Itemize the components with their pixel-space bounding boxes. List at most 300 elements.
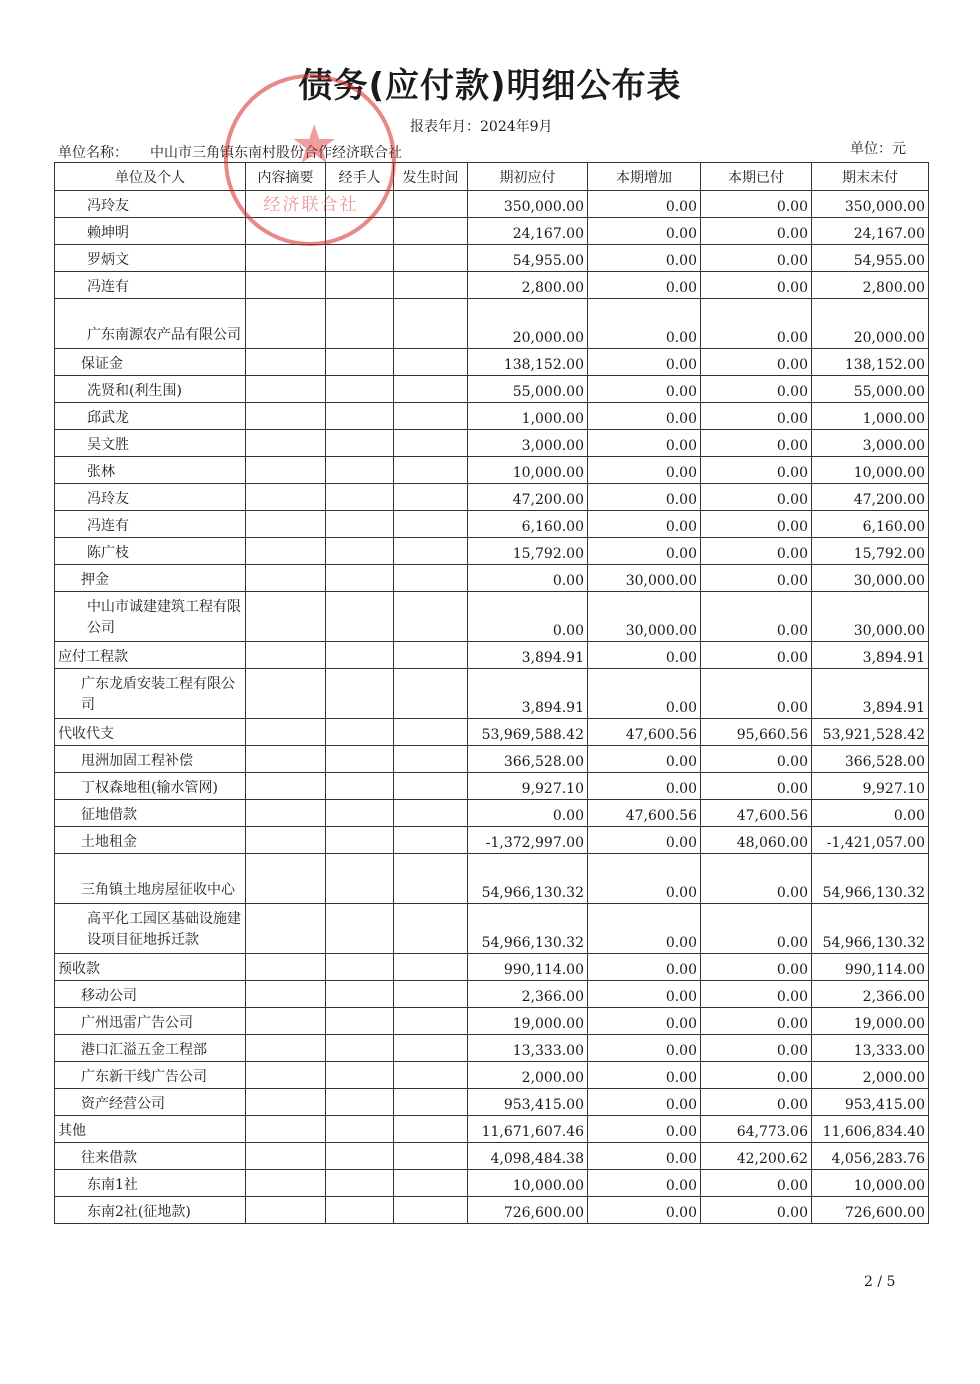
closing-balance-cell: 13,333.00: [812, 1035, 929, 1062]
increase-cell: 0.00: [588, 403, 701, 430]
increase-cell: 0.00: [588, 981, 701, 1008]
date-cell: [394, 538, 468, 565]
summary-cell: [246, 719, 326, 746]
row-entity-name: 广东新干线广告公司: [55, 1062, 246, 1089]
seal-text: 经济联合社: [263, 195, 359, 215]
opening-balance-cell: -1,372,997.00: [468, 827, 588, 854]
table-row: [55, 376, 929, 403]
date-cell: [394, 1116, 468, 1143]
closing-balance-cell: 20,000.00: [812, 299, 929, 349]
date-cell: [394, 827, 468, 854]
table-row: [55, 299, 929, 349]
summary-cell: [246, 592, 326, 642]
opening-balance-cell: 19,000.00: [468, 1008, 588, 1035]
paid-cell: 64,773.06: [701, 1116, 812, 1143]
handler-cell: [326, 642, 394, 669]
opening-balance-cell: 350,000.00: [468, 191, 588, 218]
closing-balance-cell: 366,528.00: [812, 746, 929, 773]
closing-balance-cell: 54,966,130.32: [812, 854, 929, 904]
increase-cell: 0.00: [588, 430, 701, 457]
summary-cell: [246, 746, 326, 773]
row-entity-name: 应付工程款: [55, 642, 246, 669]
row-entity-name: 港口汇溢五金工程部: [55, 1035, 246, 1062]
debt-detail-table: [54, 162, 929, 1224]
increase-cell: 0.00: [588, 746, 701, 773]
handler-cell: [326, 272, 394, 299]
increase-cell: 0.00: [588, 642, 701, 669]
paid-cell: 0.00: [701, 538, 812, 565]
org-label: 单位名称：: [58, 145, 128, 161]
row-entity-name: 土地租金: [55, 827, 246, 854]
table-row: [55, 218, 929, 245]
row-entity-name: 其他: [55, 1116, 246, 1143]
closing-balance-cell: 47,200.00: [812, 484, 929, 511]
table-row: [55, 800, 929, 827]
closing-balance-cell: 726,600.00: [812, 1197, 929, 1224]
opening-balance-cell: 138,152.00: [468, 349, 588, 376]
table-row: [55, 1197, 929, 1224]
closing-balance-cell: 2,366.00: [812, 981, 929, 1008]
paid-cell: 95,660.56: [701, 719, 812, 746]
opening-balance-cell: 726,600.00: [468, 1197, 588, 1224]
page-number: 2 / 5: [864, 1274, 896, 1290]
closing-balance-cell: 53,921,528.42: [812, 719, 929, 746]
row-entity-name: 东南2社(征地款): [55, 1197, 246, 1224]
handler-cell: [326, 592, 394, 642]
summary-cell: [246, 403, 326, 430]
paid-cell: 0.00: [701, 484, 812, 511]
date-cell: [394, 1170, 468, 1197]
increase-cell: 0.00: [588, 191, 701, 218]
table-row: [55, 457, 929, 484]
handler-cell: [326, 299, 394, 349]
closing-balance-cell: 0.00: [812, 800, 929, 827]
table-row: [55, 746, 929, 773]
table-row: [55, 827, 929, 854]
date-cell: [394, 981, 468, 1008]
currency-unit: 单位：元: [850, 141, 906, 157]
increase-cell: 0.00: [588, 827, 701, 854]
summary-cell: [246, 538, 326, 565]
increase-cell: 0.00: [588, 538, 701, 565]
summary-cell: [246, 1170, 326, 1197]
date-cell: [394, 1062, 468, 1089]
opening-balance-cell: 366,528.00: [468, 746, 588, 773]
table-row: [55, 1035, 929, 1062]
date-cell: [394, 854, 468, 904]
date-cell: [394, 904, 468, 954]
opening-balance-cell: 53,969,588.42: [468, 719, 588, 746]
paid-cell: 0.00: [701, 981, 812, 1008]
paid-cell: 0.00: [701, 1197, 812, 1224]
opening-balance-cell: 24,167.00: [468, 218, 588, 245]
col-header-paid: 本期已付: [701, 163, 812, 191]
paid-cell: 0.00: [701, 1062, 812, 1089]
col-header-handler: 经手人: [326, 163, 394, 191]
handler-cell: [326, 1170, 394, 1197]
handler-cell: [326, 854, 394, 904]
summary-cell: [246, 669, 326, 719]
table-row: [55, 349, 929, 376]
paid-cell: 0.00: [701, 1008, 812, 1035]
summary-cell: [246, 1008, 326, 1035]
row-entity-name: 陈广枝: [55, 538, 246, 565]
paid-cell: 0.00: [701, 669, 812, 719]
date-cell: [394, 484, 468, 511]
handler-cell: [326, 954, 394, 981]
table-row: [55, 403, 929, 430]
paid-cell: 0.00: [701, 299, 812, 349]
increase-cell: 0.00: [588, 299, 701, 349]
date-cell: [394, 1143, 468, 1170]
row-entity-name: 三角镇土地房屋征收中心: [55, 854, 246, 904]
report-period: 报表年月：2024年9月: [410, 119, 553, 135]
handler-cell: [326, 218, 394, 245]
summary-cell: [246, 299, 326, 349]
col-header-opening: 期初应付: [468, 163, 588, 191]
handler-cell: [326, 1116, 394, 1143]
table-row: [55, 430, 929, 457]
row-entity-name: 征地借款: [55, 800, 246, 827]
paid-cell: 0.00: [701, 457, 812, 484]
handler-cell: [326, 1062, 394, 1089]
date-cell: [394, 299, 468, 349]
col-header-summary: 内容摘要: [246, 163, 326, 191]
table-row: [55, 592, 929, 642]
closing-balance-cell: 953,415.00: [812, 1089, 929, 1116]
handler-cell: [326, 773, 394, 800]
summary-cell: [246, 773, 326, 800]
date-cell: [394, 592, 468, 642]
closing-balance-cell: 30,000.00: [812, 565, 929, 592]
handler-cell: [326, 719, 394, 746]
closing-balance-cell: 24,167.00: [812, 218, 929, 245]
table-row: [55, 245, 929, 272]
opening-balance-cell: 1,000.00: [468, 403, 588, 430]
paid-cell: 0.00: [701, 773, 812, 800]
handler-cell: [326, 565, 394, 592]
closing-balance-cell: 10,000.00: [812, 1170, 929, 1197]
paid-cell: 0.00: [701, 403, 812, 430]
closing-balance-cell: 9,927.10: [812, 773, 929, 800]
paid-cell: 42,200.62: [701, 1143, 812, 1170]
increase-cell: 0.00: [588, 484, 701, 511]
handler-cell: [326, 191, 394, 218]
col-header-closing: 期末未付: [812, 163, 929, 191]
seal-star-icon: ★: [290, 113, 339, 176]
handler-cell: [326, 538, 394, 565]
date-cell: [394, 376, 468, 403]
table-row: [55, 272, 929, 299]
table-row: [55, 719, 929, 746]
date-cell: [394, 565, 468, 592]
table-row: [55, 1062, 929, 1089]
table-row: [55, 954, 929, 981]
handler-cell: [326, 669, 394, 719]
paid-cell: 0.00: [701, 854, 812, 904]
increase-cell: 0.00: [588, 1008, 701, 1035]
paid-cell: 0.00: [701, 592, 812, 642]
increase-cell: 0.00: [588, 669, 701, 719]
closing-balance-cell: 1,000.00: [812, 403, 929, 430]
handler-cell: [326, 376, 394, 403]
increase-cell: 47,600.56: [588, 800, 701, 827]
summary-cell: [246, 376, 326, 403]
date-cell: [394, 954, 468, 981]
row-entity-name: 丁权森地租(输水管网): [55, 773, 246, 800]
paid-cell: 47,600.56: [701, 800, 812, 827]
opening-balance-cell: 3,000.00: [468, 430, 588, 457]
date-cell: [394, 1035, 468, 1062]
handler-cell: [326, 430, 394, 457]
paid-cell: 0.00: [701, 1170, 812, 1197]
row-entity-name: 张林: [55, 457, 246, 484]
closing-balance-cell: 138,152.00: [812, 349, 929, 376]
increase-cell: 0.00: [588, 511, 701, 538]
closing-balance-cell: 2,000.00: [812, 1062, 929, 1089]
date-cell: [394, 191, 468, 218]
table-row: [55, 773, 929, 800]
summary-cell: [246, 1116, 326, 1143]
closing-balance-cell: 4,056,283.76: [812, 1143, 929, 1170]
date-cell: [394, 218, 468, 245]
summary-cell: [246, 1062, 326, 1089]
handler-cell: [326, 1008, 394, 1035]
paid-cell: 0.00: [701, 1089, 812, 1116]
opening-balance-cell: 47,200.00: [468, 484, 588, 511]
closing-balance-cell: 55,000.00: [812, 376, 929, 403]
increase-cell: 0.00: [588, 218, 701, 245]
summary-cell: [246, 904, 326, 954]
closing-balance-cell: -1,421,057.00: [812, 827, 929, 854]
paid-cell: 0.00: [701, 349, 812, 376]
increase-cell: 0.00: [588, 1170, 701, 1197]
table-header-row: [55, 163, 929, 191]
opening-balance-cell: 3,894.91: [468, 642, 588, 669]
opening-balance-cell: 13,333.00: [468, 1035, 588, 1062]
row-entity-name: 甩洲加固工程补偿: [55, 746, 246, 773]
summary-cell: [246, 484, 326, 511]
date-cell: [394, 245, 468, 272]
paid-cell: 0.00: [701, 245, 812, 272]
table-body: [55, 191, 929, 1224]
increase-cell: 0.00: [588, 245, 701, 272]
increase-cell: 0.00: [588, 854, 701, 904]
increase-cell: 0.00: [588, 1035, 701, 1062]
opening-balance-cell: 0.00: [468, 565, 588, 592]
paid-cell: 48,060.00: [701, 827, 812, 854]
table-row: [55, 191, 929, 218]
opening-balance-cell: 953,415.00: [468, 1089, 588, 1116]
closing-balance-cell: 10,000.00: [812, 457, 929, 484]
opening-balance-cell: 54,966,130.32: [468, 854, 588, 904]
row-entity-name: 广东龙盾安装工程有限公司: [55, 669, 246, 719]
opening-balance-cell: 2,366.00: [468, 981, 588, 1008]
row-entity-name: 冯玲友: [55, 191, 246, 218]
handler-cell: [326, 1197, 394, 1224]
closing-balance-cell: 54,955.00: [812, 245, 929, 272]
handler-cell: [326, 245, 394, 272]
date-cell: [394, 403, 468, 430]
summary-cell: [246, 191, 326, 218]
increase-cell: 0.00: [588, 457, 701, 484]
handler-cell: [326, 349, 394, 376]
row-entity-name: 广东南源农产品有限公司: [55, 299, 246, 349]
opening-balance-cell: 990,114.00: [468, 954, 588, 981]
table-row: [55, 1170, 929, 1197]
date-cell: [394, 800, 468, 827]
col-header-entity: 单位及个人: [55, 163, 246, 191]
row-entity-name: 东南1社: [55, 1170, 246, 1197]
handler-cell: [326, 457, 394, 484]
opening-balance-cell: 4,098,484.38: [468, 1143, 588, 1170]
row-entity-name: 冯玲友: [55, 484, 246, 511]
row-entity-name: 中山市诚建建筑工程有限公司: [55, 592, 246, 642]
summary-cell: [246, 457, 326, 484]
date-cell: [394, 430, 468, 457]
paid-cell: 0.00: [701, 511, 812, 538]
opening-balance-cell: 11,671,607.46: [468, 1116, 588, 1143]
handler-cell: [326, 1089, 394, 1116]
row-entity-name: 赖坤明: [55, 218, 246, 245]
handler-cell: [326, 800, 394, 827]
row-entity-name: 保证金: [55, 349, 246, 376]
opening-balance-cell: 20,000.00: [468, 299, 588, 349]
date-cell: [394, 1197, 468, 1224]
increase-cell: 0.00: [588, 954, 701, 981]
increase-cell: 0.00: [588, 1143, 701, 1170]
summary-cell: [246, 430, 326, 457]
row-entity-name: 冯连有: [55, 272, 246, 299]
summary-cell: [246, 981, 326, 1008]
opening-balance-cell: 6,160.00: [468, 511, 588, 538]
increase-cell: 0.00: [588, 773, 701, 800]
row-entity-name: 往来借款: [55, 1143, 246, 1170]
table-row: [55, 1089, 929, 1116]
summary-cell: [246, 272, 326, 299]
opening-balance-cell: 0.00: [468, 592, 588, 642]
paid-cell: 0.00: [701, 565, 812, 592]
paid-cell: 0.00: [701, 904, 812, 954]
table-row: [55, 565, 929, 592]
summary-cell: [246, 511, 326, 538]
col-header-increase: 本期增加: [588, 163, 701, 191]
summary-cell: [246, 800, 326, 827]
table-row: [55, 904, 929, 954]
table-row: [55, 1116, 929, 1143]
handler-cell: [326, 746, 394, 773]
paid-cell: 0.00: [701, 376, 812, 403]
table-row: [55, 854, 929, 904]
org-name: 中山市三角镇东南村股份合作经济联合社: [150, 145, 402, 161]
table-row: [55, 642, 929, 669]
closing-balance-cell: 54,966,130.32: [812, 904, 929, 954]
row-entity-name: 押金: [55, 565, 246, 592]
date-cell: [394, 511, 468, 538]
closing-balance-cell: 2,800.00: [812, 272, 929, 299]
closing-balance-cell: 3,894.91: [812, 642, 929, 669]
closing-balance-cell: 19,000.00: [812, 1008, 929, 1035]
date-cell: [394, 1008, 468, 1035]
page-title: 债务(应付款)明细公布表: [298, 66, 682, 106]
table-row: [55, 538, 929, 565]
row-entity-name: 预收款: [55, 954, 246, 981]
date-cell: [394, 773, 468, 800]
paid-cell: 0.00: [701, 218, 812, 245]
summary-cell: [246, 1197, 326, 1224]
closing-balance-cell: 11,606,834.40: [812, 1116, 929, 1143]
date-cell: [394, 272, 468, 299]
paid-cell: 0.00: [701, 191, 812, 218]
increase-cell: 0.00: [588, 1062, 701, 1089]
opening-balance-cell: 54,955.00: [468, 245, 588, 272]
row-entity-name: 广州迅雷广告公司: [55, 1008, 246, 1035]
table-row: [55, 511, 929, 538]
date-cell: [394, 669, 468, 719]
row-entity-name: 冯连有: [55, 511, 246, 538]
summary-cell: [246, 1143, 326, 1170]
row-entity-name: 资产经营公司: [55, 1089, 246, 1116]
table-row: [55, 669, 929, 719]
summary-cell: [246, 1089, 326, 1116]
handler-cell: [326, 484, 394, 511]
row-entity-name: 冼贤和(利生围): [55, 376, 246, 403]
handler-cell: [326, 511, 394, 538]
summary-cell: [246, 827, 326, 854]
table-row: [55, 1008, 929, 1035]
summary-cell: [246, 218, 326, 245]
summary-cell: [246, 642, 326, 669]
table-row: [55, 981, 929, 1008]
handler-cell: [326, 904, 394, 954]
table-row: [55, 1143, 929, 1170]
increase-cell: 0.00: [588, 1089, 701, 1116]
opening-balance-cell: 55,000.00: [468, 376, 588, 403]
summary-cell: [246, 565, 326, 592]
row-entity-name: 高平化工园区基础设施建设项目征地拆迁款: [55, 904, 246, 954]
row-entity-name: 罗炳文: [55, 245, 246, 272]
opening-balance-cell: 2,000.00: [468, 1062, 588, 1089]
opening-balance-cell: 10,000.00: [468, 1170, 588, 1197]
opening-balance-cell: 9,927.10: [468, 773, 588, 800]
increase-cell: 0.00: [588, 376, 701, 403]
closing-balance-cell: 30,000.00: [812, 592, 929, 642]
col-header-date: 发生时间: [394, 163, 468, 191]
date-cell: [394, 349, 468, 376]
closing-balance-cell: 15,792.00: [812, 538, 929, 565]
opening-balance-cell: 3,894.91: [468, 669, 588, 719]
paid-cell: 0.00: [701, 430, 812, 457]
increase-cell: 0.00: [588, 904, 701, 954]
date-cell: [394, 457, 468, 484]
paid-cell: 0.00: [701, 954, 812, 981]
row-entity-name: 吴文胜: [55, 430, 246, 457]
paid-cell: 0.00: [701, 272, 812, 299]
opening-balance-cell: 15,792.00: [468, 538, 588, 565]
summary-cell: [246, 245, 326, 272]
handler-cell: [326, 981, 394, 1008]
date-cell: [394, 746, 468, 773]
paid-cell: 0.00: [701, 642, 812, 669]
increase-cell: 30,000.00: [588, 565, 701, 592]
paid-cell: 0.00: [701, 1035, 812, 1062]
handler-cell: [326, 1143, 394, 1170]
closing-balance-cell: 3,000.00: [812, 430, 929, 457]
handler-cell: [326, 403, 394, 430]
closing-balance-cell: 990,114.00: [812, 954, 929, 981]
increase-cell: 0.00: [588, 349, 701, 376]
increase-cell: 30,000.00: [588, 592, 701, 642]
